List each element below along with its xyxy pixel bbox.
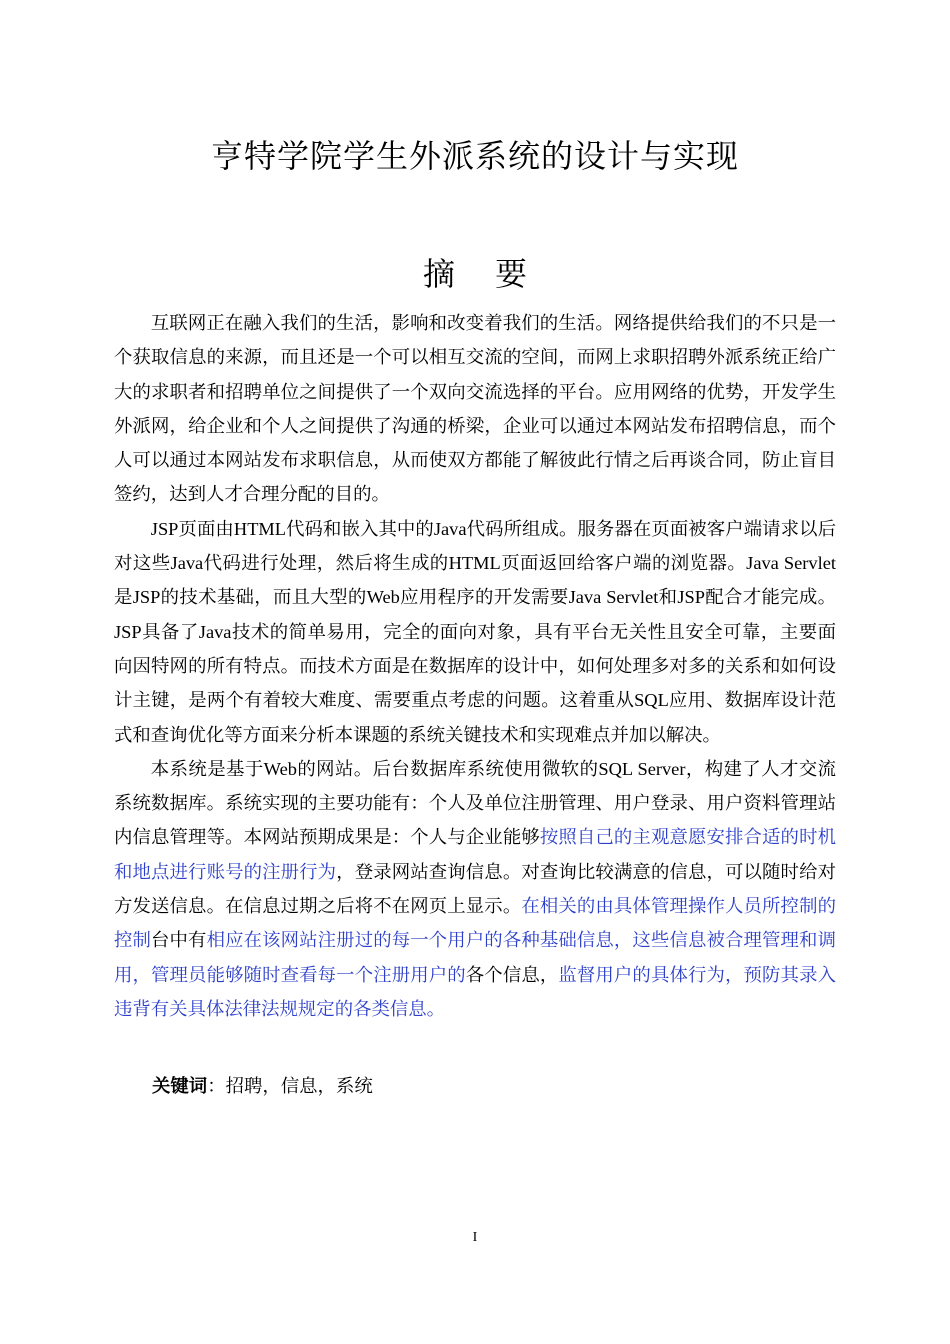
paragraph-3-segment-2: ，登录网站查询信息。对查询比较满意的信息，可以随时给对方发送信息。在信息过期之后将不在网页上显示。 xyxy=(114,861,836,917)
abstract-paragraph-3 xyxy=(114,752,836,1026)
document-title: 亨特学院学生外派系统的设计与实现 xyxy=(210,137,739,175)
keywords-separator: ： xyxy=(207,1076,226,1096)
keywords-value: 招聘，信息，系统 xyxy=(225,1076,373,1096)
paragraph-3-highlight-1: 按照自己的主观意愿安排合适的时机和地点进行账号的注册行为 xyxy=(114,827,836,882)
abstract-paragraph-1 xyxy=(114,306,836,512)
paragraph-3-highlight-3: 相应在该网站注册过的每一个用户的各种基础信息，这些信息被合理管理和调用，管理员能够随时查看每一个注册用户的 xyxy=(114,930,836,985)
abstract-heading xyxy=(0,250,950,298)
abstract-body xyxy=(114,306,836,1026)
paragraph-3-highlight-2: 在相关的由具体管理操作人员所控制的控制 xyxy=(114,896,836,951)
paragraph-1-text: 互联网正在融入我们的生活，影响和改变着我们的生活。网络提供给我们的不只是一个获取信息的来源，而且还是一个可以相互交流的空间，而网上求职招聘外派系统正给广大的求职者和招聘单位之间提供了一个双向交流选择的平台。应用网络的优势，开发学生外派网，给企业和个人之间提供了沟通的桥梁，企业可以通过本网站发布招聘信息，而个人可以通过本网站发布求职信息，从而使双方都能了解彼此行情之后再谈合同，防止盲目签约，达到人才合理分配的目的。 xyxy=(114,313,836,505)
paragraph-3-segment-3: 台中有 xyxy=(151,930,207,951)
abstract-heading-char-1: 摘 xyxy=(422,255,455,293)
paragraph-3-segment-1: 本系统是基于Web的网站。后台数据库系统使用微软的SQL Server，构建了人才交流系统数据库。系统实现的主要功能有：个人及单位注册管理、用户登录、用户资料管理站内信息管理等。本网站预期成果是：个人与企业能够 xyxy=(114,758,836,848)
keywords-line xyxy=(152,1072,373,1100)
paragraph-3-highlight-4: 监督用户的具体行为，预防其录入违背有关具体法律法规规定的各类信息。 xyxy=(114,964,836,1019)
paragraph-3-segment-4: 各个信息， xyxy=(465,964,559,985)
paragraph-2-text: JSP页面由HTML代码和嵌入其中的Java代码所组成。服务器在页面被客户端请求以后对这些Java代码进行处理，然后将生成的HTML页面返回给客户端的浏览器。Java Servlet是JSP的技术基础，而且大型的Web应用程序的开发需要Java Servlet和JSP配合才能完成。JSP具备了Java技术的简单易用，完全的面向对象，具有平台无关性且安全可靠，主要面向因特网的所有特点。而技术方面是在数据库的设计中，如何处理多对多的关系和如何设计主键，是两个有着较大难度、需要重点考虑的问题。这着重从SQL应用、数据库设计范式和查询优化等方面来分析本课题的系统关键技术和实现难点并加以解决。 xyxy=(114,518,836,745)
keywords-label: 关键词 xyxy=(152,1076,208,1096)
page-number: I xyxy=(472,1230,478,1245)
abstract-heading-char-2: 要 xyxy=(495,255,528,293)
abstract-paragraph-2 xyxy=(114,512,836,752)
